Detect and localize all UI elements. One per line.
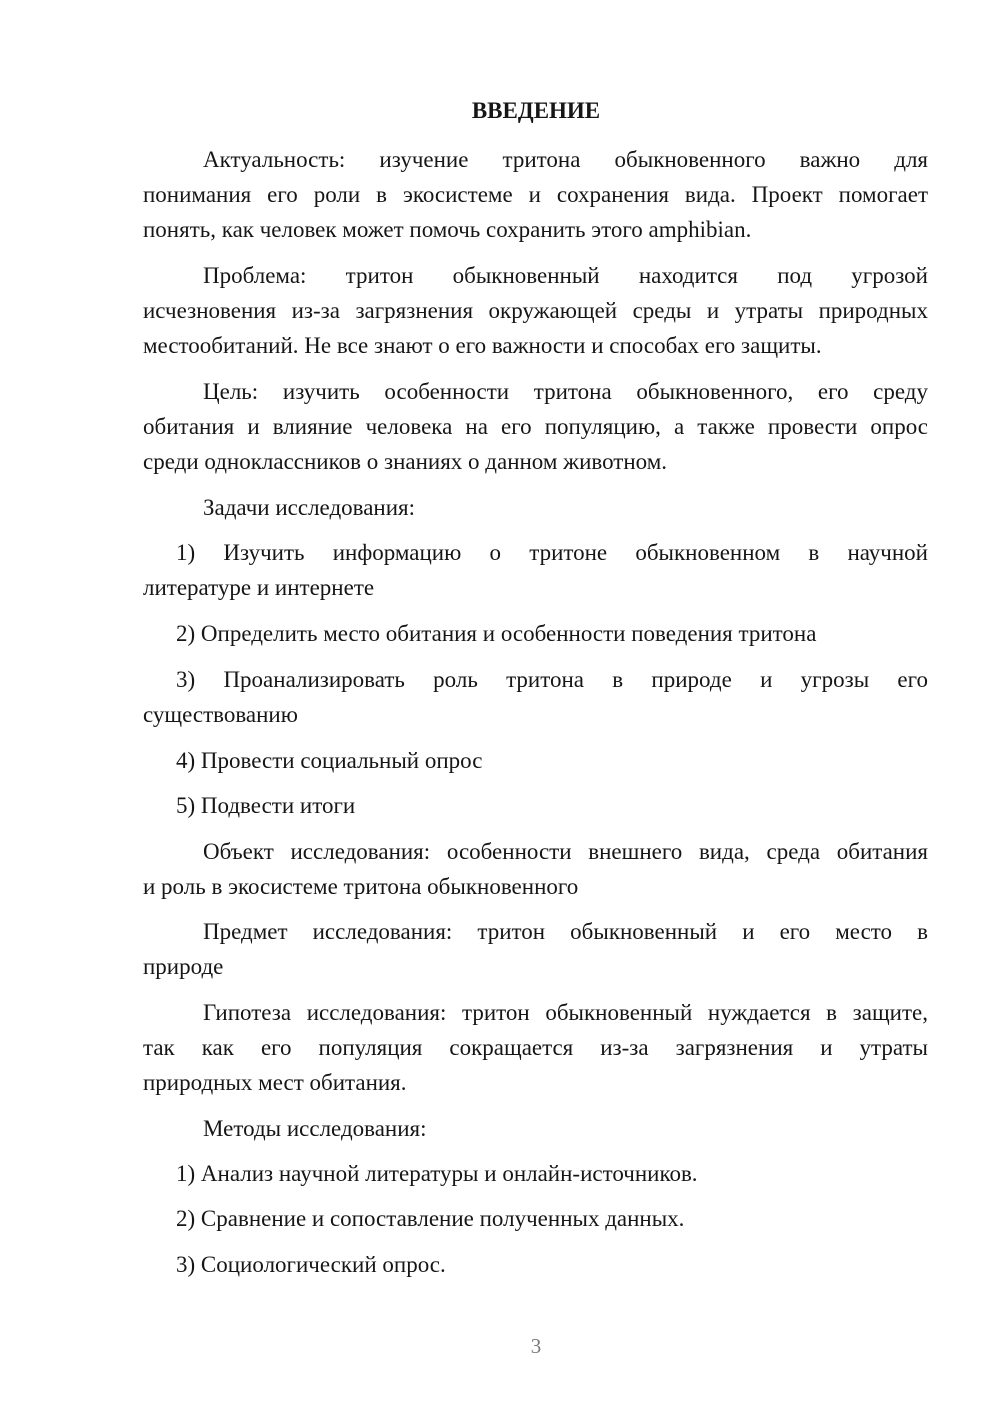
- problem-paragraph: [143, 258, 928, 363]
- methods-title: Методы исследования:: [203, 1116, 427, 1141]
- relevance-line-3: понять, как человек может помочь сохранить этого amphibian.: [143, 217, 752, 242]
- task-item-3: 3) Проанализировать роль тритона в природе и угрозы его существованию: [143, 667, 928, 727]
- page-number: 3: [530, 1334, 542, 1358]
- problem-line-1: Проблема: тритон обыкновенный находится под угрозой: [203, 263, 928, 288]
- object-paragraph: Объект исследования: особенности внешнего вида, среда обитания и роль в экосистеме тритона обыкновенного: [143, 839, 928, 899]
- task-item-4: 4) Провести социальный опрос: [176, 748, 483, 773]
- relevance-paragraph: [143, 142, 928, 247]
- goal-paragraph: [143, 374, 928, 479]
- goal-line-1: Цель: изучить особенности тритона обыкновенного, его среду: [203, 379, 928, 404]
- relevance-line-1: Актуальность: изучение тритона обыкновенного важно для: [203, 147, 928, 172]
- task-item-2: 2) Определить место обитания и особенности поведения тритона: [176, 621, 817, 646]
- task-item-5: 5) Подвести итоги: [176, 793, 356, 818]
- method-item-3: 3) Социологический опрос.: [176, 1252, 446, 1277]
- tasks-title: Задачи исследования:: [203, 495, 416, 520]
- goal-line-2: обитания и влияние человека на его популяцию, а также провести опрос: [143, 414, 928, 439]
- goal-line-3: среди одноклассников о знаниях о данном животном.: [143, 449, 668, 474]
- subject-paragraph: Предмет исследования: тритон обыкновенный и его место в природе: [143, 919, 928, 979]
- method-item-1: 1) Анализ научной литературы и онлайн-источников.: [176, 1161, 698, 1186]
- section-heading: ВВЕДЕНИЕ: [471, 98, 601, 123]
- problem-line-3: местообитаний. Не все знают о его важности и способах его защиты.: [143, 333, 822, 358]
- method-item-2: 2) Сравнение и сопоставление полученных данных.: [176, 1206, 685, 1231]
- hypothesis-paragraph: Гипотеза исследования: тритон обыкновенный нуждается в защите, так как его популяция сокращается из-за загрязнения и утраты природных мест обитания.: [143, 1000, 928, 1095]
- task-item-1: 1) Изучить информацию о тритоне обыкновенном в научной литературе и интернете: [143, 540, 928, 600]
- problem-line-2: исчезновения из-за загрязнения окружающей среды и утраты природных: [143, 298, 928, 323]
- relevance-line-2: понимания его роли в экосистеме и сохранения вида. Проект помогает: [143, 182, 928, 207]
